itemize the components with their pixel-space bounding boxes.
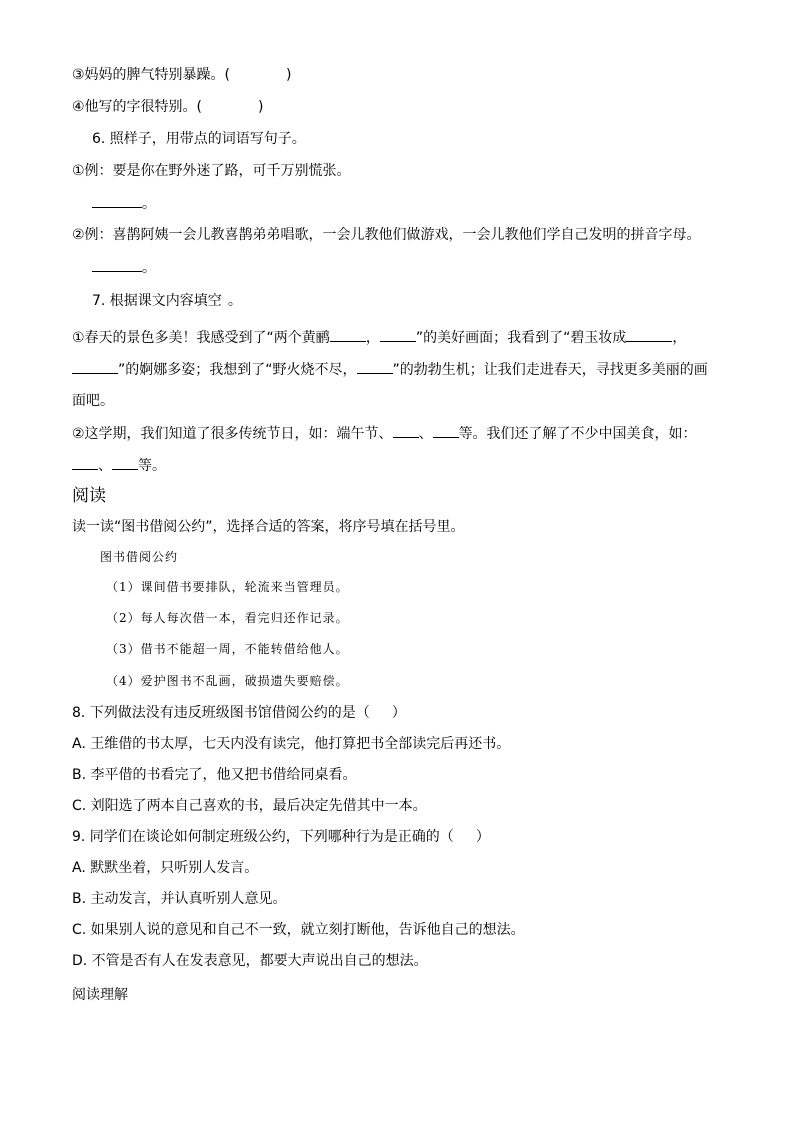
- q9-option-b[interactable]: B. 主动发言，并认真听别人意见。: [72, 891, 287, 907]
- q8-option-a[interactable]: A. 王维借的书太厚，七天内没有读完，他打算把书全部读完后再还书。: [72, 736, 511, 752]
- q9-option-c[interactable]: C. 如果别人说的意见和自己不一致，就立刻打断他，告诉他自己的想法。: [72, 922, 525, 938]
- answer-blank[interactable]: [626, 328, 672, 342]
- answer-blank[interactable]: [72, 360, 118, 374]
- reading-intro: 读一读“图书借阅公约”，选择合适的答案，将序号填在括号里。: [72, 519, 465, 535]
- q6-title: 6. 照样子，用带点的词语写句子。: [92, 131, 306, 147]
- answer-blank[interactable]: [330, 328, 366, 342]
- rules-title: 图书借阅公约: [100, 550, 179, 564]
- rule-item: （3）借书不能超一周，不能转借给他人。: [106, 642, 349, 656]
- answer-blank[interactable]: [380, 328, 416, 342]
- rule-item: （2）每人每次借一本，看完归还作记录。: [106, 611, 349, 625]
- q7-paragraph-2-line-2: 、 等。: [72, 456, 166, 475]
- answer-blank[interactable]: [393, 424, 419, 438]
- section-heading-reading-comprehension: 阅读理解: [72, 987, 128, 1003]
- q5-item-3: ③妈妈的脾气特别暴躁。( ): [72, 67, 292, 83]
- answer-blank[interactable]: [357, 360, 393, 374]
- q9-option-d[interactable]: D. 不管是否有人在发表意见，都要大声说出自己的想法。: [72, 953, 428, 969]
- rule-item: （1）课间借书要排队，轮流来当管理员。: [106, 580, 349, 594]
- q8-option-c[interactable]: C. 刘阳选了两本自己喜欢的书，最后决定先借其中一本。: [72, 798, 427, 814]
- q6-answer-1: 。: [92, 194, 156, 213]
- q8-option-b[interactable]: B. 李平借的书看完了，他又把书借给同桌看。: [72, 767, 357, 783]
- answer-blank[interactable]: [72, 456, 98, 470]
- rule-item: （4）爱护图书不乱画，破损遗失要赔偿。: [106, 674, 349, 688]
- q7-paragraph-1-line-2: ”的婀娜多姿；我想到了“野火烧不尽， ”的勃勃生机；让我们走进春天，寻找更多美丽的画: [72, 360, 708, 379]
- answer-blank[interactable]: [433, 424, 459, 438]
- q7-paragraph-2-line-1: ②这学期，我们知道了很多传统节日，如：端午节、 、 等。我们还了解了不少中国美食，如：: [72, 426, 697, 442]
- q6-example-2: ②例：喜鹊阿姨一会儿教喜鹊弟弟唱歌，一会儿教他们做游戏，一会儿教他们学自己发明的拼音字母。: [72, 227, 701, 243]
- q6-answer-2: 。: [92, 258, 156, 277]
- q7-paragraph-1-line-1: ①春天的景色多美！我感受到了“两个黄鹂 ， ”的美好画面；我看到了“碧玉妆成 ，: [72, 330, 687, 346]
- q5-item-4: ④他写的字很特别。( ): [72, 99, 264, 115]
- q9-question: 9. 同学们在谈论如何制定班级公约，下列哪种行为是正确的（ ）: [72, 829, 490, 845]
- q9-option-a[interactable]: A. 默默坐着，只听别人发言。: [72, 860, 259, 876]
- q7-paragraph-1-line-3: 面吧。: [72, 393, 114, 409]
- section-heading-reading: 阅读: [72, 486, 106, 506]
- q6-example-1: ①例：要是你在野外迷了路，可千万别慌张。: [72, 163, 351, 179]
- answer-blank[interactable]: [92, 258, 142, 272]
- answer-blank[interactable]: [92, 194, 142, 208]
- q7-title: 7. 根据课文内容填空 。: [92, 293, 242, 309]
- q8-question: 8. 下列做法没有违反班级图书馆借阅公约的是（ ）: [72, 705, 406, 721]
- answer-blank[interactable]: [112, 456, 138, 470]
